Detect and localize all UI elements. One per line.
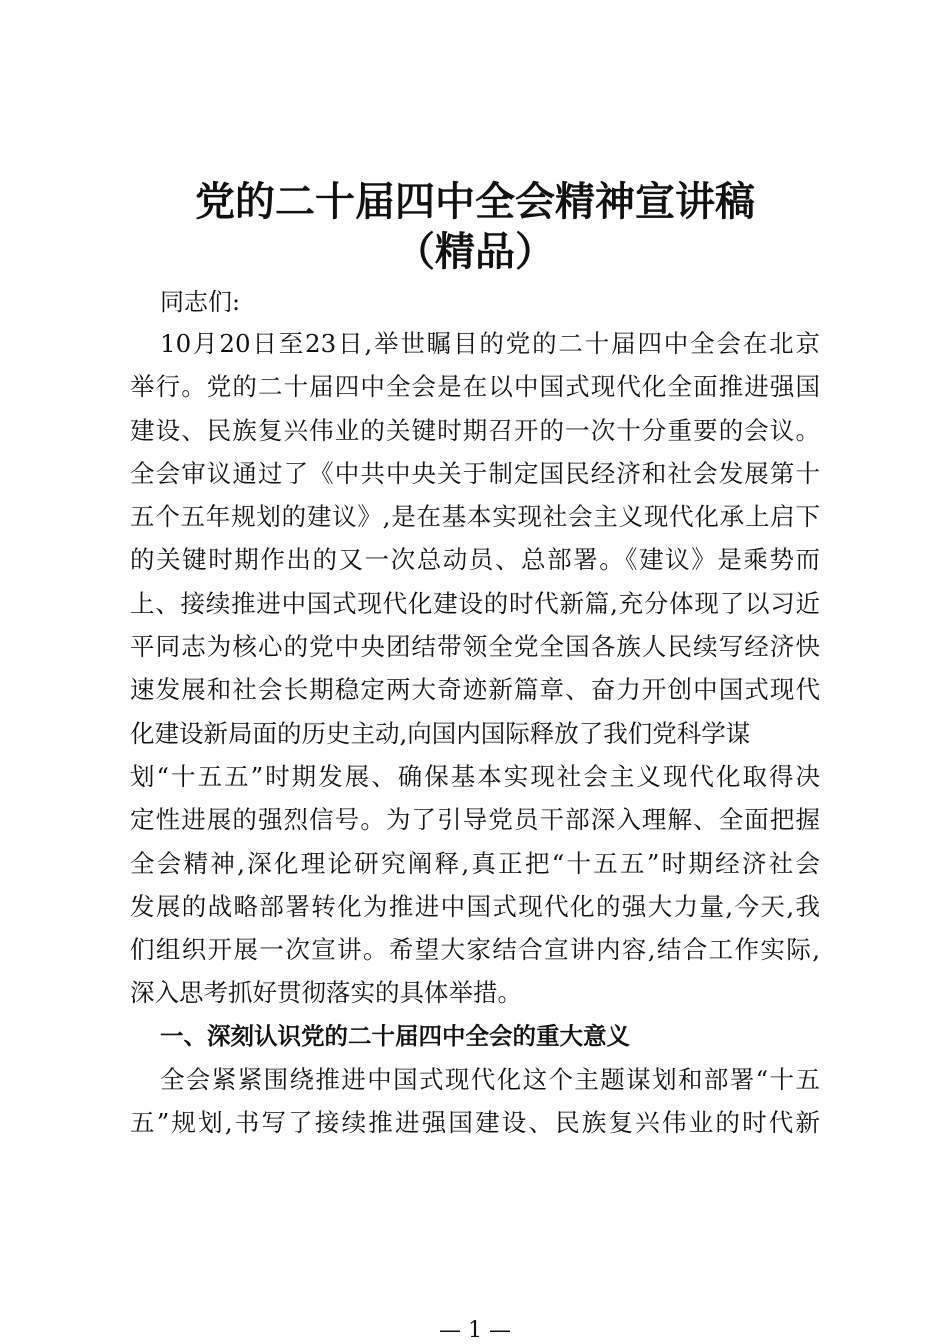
section-heading: 一、深刻认识党的二十届四中全会的重大意义 [160,1021,630,1050]
document-body [130,322,820,1145]
text-line: 全会紧紧围绕推进中国式现代化这个主题谋划和部署“十五 [160,1065,820,1095]
document-subtitle: （精品） [395,229,555,275]
text-line: 五”规划,书写了接续推进强国建设、民族复兴伟业的时代新 [130,1108,820,1138]
text-line: 发展的战略部署转化为推进中国式现代化的强大力量,今天,我 [130,891,820,921]
text-line: 速发展和社会长期稳定两大奇迹新篇章、奋力开创中国式现代 [130,675,820,705]
text-line: 上、接续推进中国式现代化建设的时代新篇,充分体现了以习近 [130,588,820,618]
text-line: 划“十五五”时期发展、确保基本实现社会主义现代化取得决 [130,761,820,791]
text-line: 建设、民族复兴伟业的关键时期召开的一次十分重要的会议。 [130,415,820,445]
text-line: 的关键时期作出的又一次总动员、总部署。《建议》是乘势而 [130,545,820,575]
document-title: 党的二十届四中全会精神宣讲稿 [195,179,755,225]
text-line: 全会审议通过了《中共中央关于制定国民经济和社会发展第十 [130,458,820,488]
text-line: 定性进展的强烈信号。为了引导党员干部深入理解、全面把握 [130,805,820,835]
text-line: 举行。党的二十届四中全会是在以中国式现代化全面推进强国 [130,372,820,402]
text-line: 全会精神,深化理论研究阐释,真正把“十五五”时期经济社会 [130,848,820,878]
text-line: 们组织开展一次宣讲。希望大家结合宣讲内容,结合工作实际, [130,935,820,965]
text-line: 五个五年规划的建议》,是在基本实现社会主义现代化承上启下 [130,502,820,532]
text-line: 平同志为核心的党中央团结带领全党全国各族人民续写经济快 [130,632,820,662]
salutation: 同志们: [160,288,241,316]
text-line: 深入思考抓好贯彻落实的具体举措。 [130,978,522,1008]
text-line: 化建设新局面的历史主动,向国内国际释放了我们党科学谋 [130,718,751,748]
page-number: — 1 — [439,1318,511,1343]
text-line: 10月20日至23日,举世瞩目的党的二十届四中全会在北京 [160,329,820,358]
